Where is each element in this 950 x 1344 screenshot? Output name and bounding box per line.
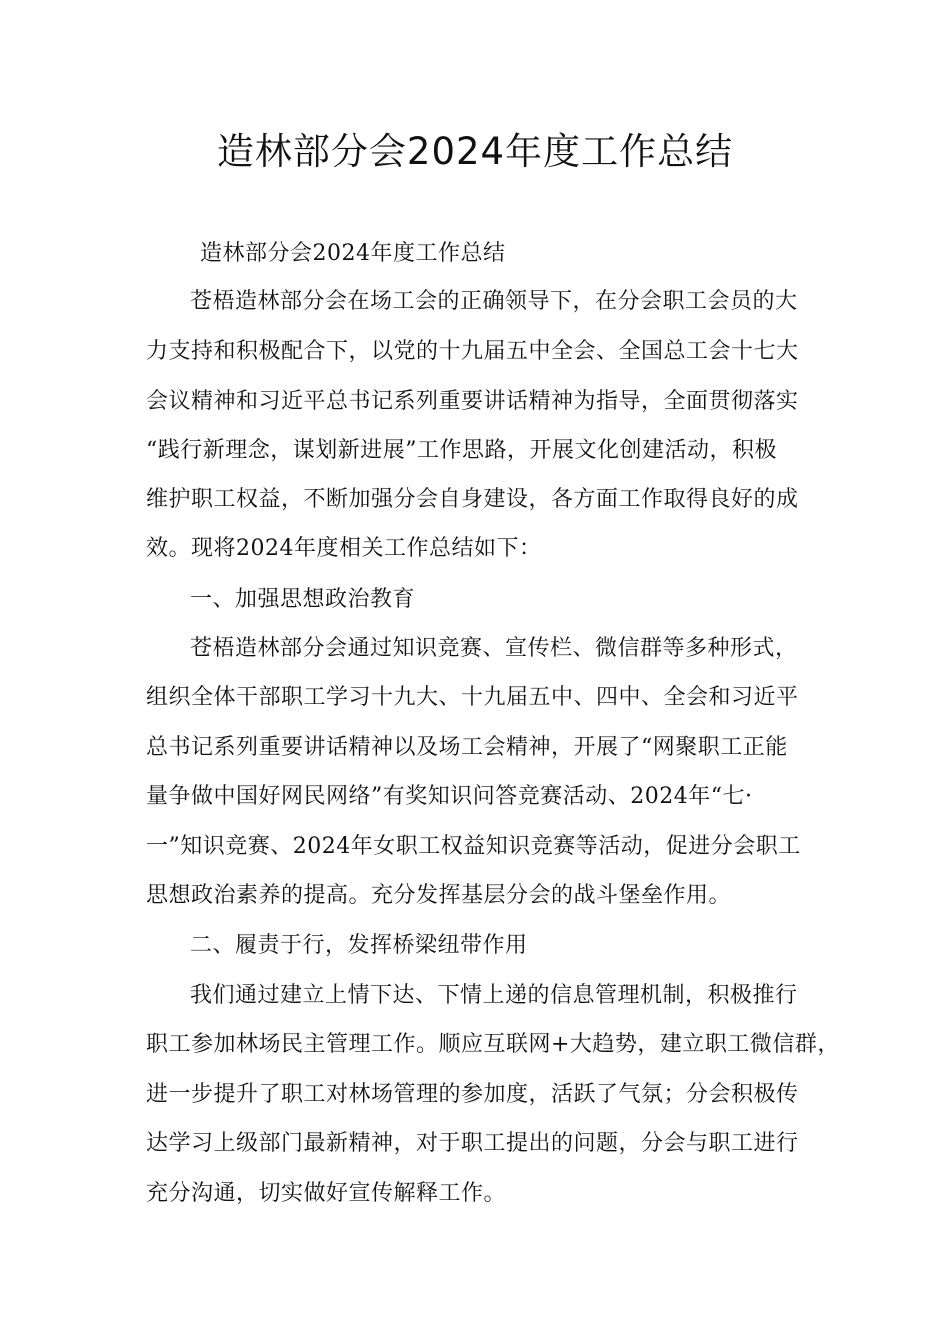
intro-line: 效。现将2024年度相关工作总结如下：	[146, 536, 542, 561]
document-title: 造林部分会2024年度工作总结	[216, 130, 734, 173]
section2-line: 职工参加林场民主管理工作。顺应互联网+大趋势，建立职工微信群，	[146, 1032, 840, 1057]
section2-line: 进一步提升了职工对林场管理的参加度，活跃了气氛；分会积极传	[146, 1082, 799, 1107]
section1-line: 组织全体干部职工学习十九大、十九届五中、四中、全会和习近平	[146, 685, 799, 710]
intro-line: 苍梧造林部分会在场工会的正确领导下，在分会职工会员的大	[190, 289, 798, 314]
intro-line: 维护职工权益，不断加强分会自身建设，各方面工作取得良好的成	[146, 487, 799, 512]
section1-line: 量争做中国好网民网络”有奖知识问答竞赛活动、2024年“七·	[146, 784, 753, 809]
section-heading-1: 一、加强思想政治教育	[190, 587, 416, 612]
intro-line: “践行新理念，谋划新进展”工作思路，开展文化创建活动，积极	[146, 438, 777, 463]
document-subtitle: 造林部分会2024年度工作总结	[200, 241, 506, 266]
section1-line: 思想政治素养的提高。充分发挥基层分会的战斗堡垒作用。	[146, 883, 732, 908]
intro-line: 力支持和积极配合下，以党的十九届五中全会、全国总工会十七大	[146, 339, 799, 364]
section1-line: 总书记系列重要讲话精神以及场工会精神，开展了“网聚职工正能	[146, 735, 788, 760]
section1-line: 苍梧造林部分会通过知识竞赛、宣传栏、微信群等多种形式，	[190, 636, 798, 661]
section-heading-2: 二、履责于行，发挥桥梁纽带作用	[190, 933, 528, 958]
section2-line: 达学习上级部门最新精神，对于职工提出的问题，分会与职工进行	[146, 1131, 799, 1156]
intro-line: 会议精神和习近平总书记系列重要讲话精神为指导，全面贯彻落实	[146, 389, 799, 414]
section2-line: 我们通过建立上情下达、下情上递的信息管理机制，积极推行	[190, 983, 798, 1008]
section1-line: 一”知识竞赛、2024年女职工权益知识竞赛等活动，促进分会职工	[146, 834, 801, 859]
section2-line: 充分沟通，切实做好宣传解释工作。	[146, 1181, 507, 1206]
